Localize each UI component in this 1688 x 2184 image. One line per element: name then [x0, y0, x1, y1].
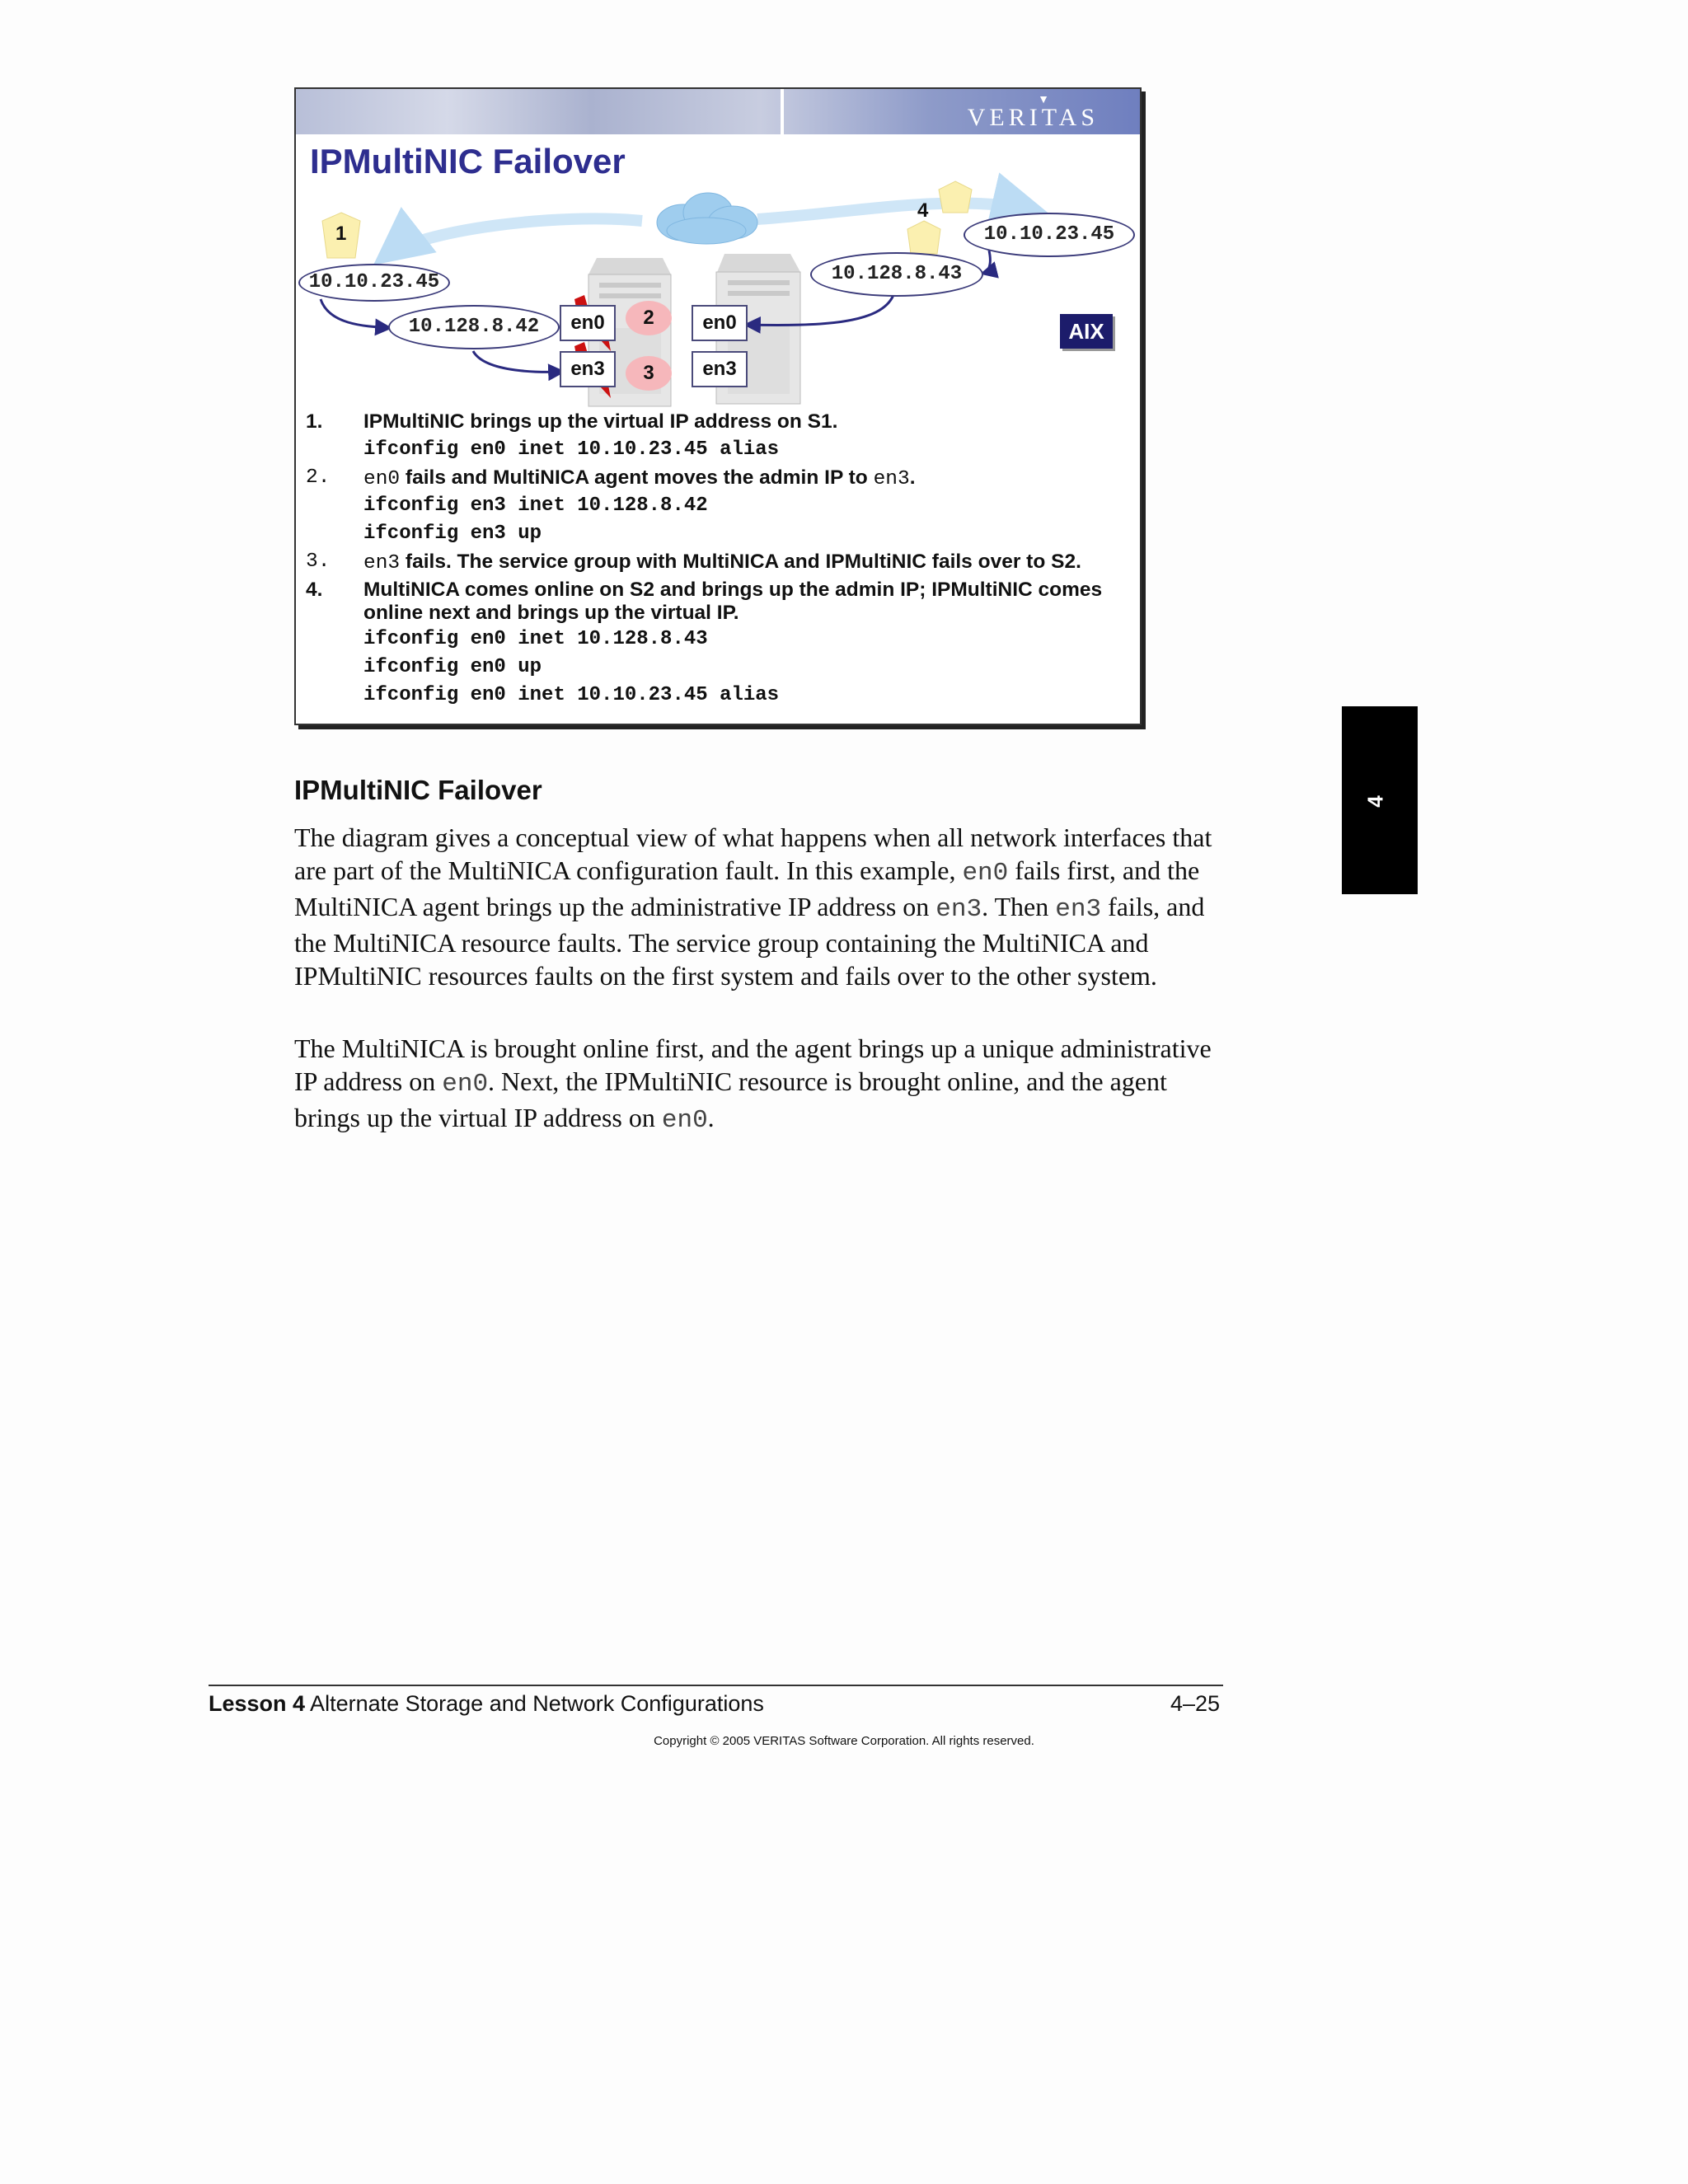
command-line: [306, 626, 1130, 654]
command-line: [306, 437, 1130, 465]
step2-badge: 2: [626, 301, 672, 335]
inline-code: en0: [363, 468, 401, 490]
admin-ip-s1: 10.128.8.42: [388, 305, 560, 349]
footer-rule: [209, 1685, 1223, 1686]
step-text: IPMultiNIC brings up the virtual IP address on S1.: [363, 410, 838, 433]
chapter-tab: [1342, 706, 1418, 894]
footer-lesson-number: Lesson 4: [209, 1691, 306, 1716]
step-number: 4.: [306, 579, 323, 601]
inline-code: en3: [1055, 895, 1102, 924]
step4-label: 4: [917, 199, 929, 222]
command-line: [306, 521, 1130, 549]
step-text-part: .: [909, 466, 916, 489]
failover-arc-left: [382, 218, 642, 258]
paragraph-text: . Next, the IPMultiNIC resource is brought online, and the agent brings up the virtual IP address on: [294, 1066, 1167, 1132]
step-text-part: fails. The service group with MultiNICA and IPMultiNIC fails over to S2.: [400, 551, 1081, 573]
inline-code: en3: [363, 552, 401, 574]
command-text: ifconfig en0 up: [363, 656, 542, 678]
veritas-logo: VERITAS: [967, 104, 1099, 131]
network-cloud-icon: [657, 193, 757, 244]
step3-badge: 3: [626, 356, 672, 391]
paragraph-text: The diagram gives a conceptual view of what happens when all network interfaces that are part of the MultiNICA configuration fault. In this example,: [294, 823, 1212, 885]
command-text: ifconfig en0 inet 10.10.23.45 alias: [363, 684, 780, 706]
command-line: [306, 654, 1130, 682]
paragraph-text: The MultiNICA is brought online first, and the agent brings up a unique administrative IP address on: [294, 1033, 1212, 1096]
inline-code: en0: [962, 859, 1009, 888]
s1-nic-en3: en3: [560, 351, 616, 387]
logo-mark-icon: ▼: [1038, 92, 1049, 105]
arrow-s2-vip-to-admin: [982, 251, 990, 274]
command-text: ifconfig en0 inet 10.10.23.45 alias: [363, 438, 780, 461]
slide: [294, 87, 1142, 725]
inline-code: en0: [442, 1070, 489, 1099]
paragraph-text: . Then: [982, 892, 1056, 921]
section-heading: IPMultiNIC Failover: [294, 775, 542, 805]
command-line: [306, 493, 1130, 521]
aix-badge: AIX: [1060, 314, 1113, 349]
command-text: ifconfig en3 inet 10.128.8.42: [363, 494, 708, 517]
virtual-ip-s1: 10.10.23.45: [298, 264, 450, 302]
command-text: ifconfig en0 inet 10.128.8.43: [363, 628, 708, 650]
step-number: 3.: [306, 551, 331, 573]
step-text: [363, 551, 1130, 574]
chapter-tab-label: 4: [1362, 795, 1388, 808]
arrow-vip-to-admin: [321, 299, 391, 328]
step-number: 2.: [306, 466, 331, 489]
s2-nic-en0: en0: [692, 305, 748, 341]
inline-code: en3: [935, 895, 982, 924]
step1-label: 1: [335, 223, 347, 245]
copyright: Copyright © 2005 VERITAS Software Corporation. All rights reserved.: [654, 1734, 1034, 1748]
paragraph-text: .: [707, 1103, 715, 1132]
step-item: [306, 549, 1130, 577]
step-text-part: fails and MultiNICA agent moves the admin IP to: [400, 466, 874, 489]
step4b-pentagon-icon: [907, 221, 940, 254]
footer-lesson-title: Alternate Storage and Network Configurations: [305, 1691, 764, 1716]
paragraph-text: fails, and the MultiNICA resource faults. The service group containing the MultiNICA and IPMultiNIC resources faults on the first system and fails over to the other system.: [294, 892, 1205, 991]
arrow-admin-to-en3: [473, 351, 564, 372]
admin-ip-s2: 10.128.8.43: [810, 252, 983, 297]
virtual-ip-s2: 10.10.23.45: [964, 213, 1135, 257]
steps-list: [306, 409, 1130, 710]
step-number: 1.: [306, 410, 323, 433]
step4-pentagon-icon: [939, 181, 972, 213]
paragraph-text: fails first, and the MultiNICA agent brings up the administrative IP address on: [294, 855, 1200, 921]
s2-nic-en3: en3: [692, 351, 748, 387]
step-item: [306, 465, 1130, 493]
page-number: 4–25: [1170, 1691, 1221, 1716]
command-text: ifconfig en3 up: [363, 523, 542, 545]
command-line: [306, 682, 1130, 710]
body-paragraph-2: [294, 1032, 1226, 1137]
footer-lesson: [209, 1691, 764, 1717]
inline-code: en0: [661, 1106, 708, 1135]
step-text: [363, 466, 1130, 490]
step-text: MultiNICA comes online on S2 and brings up the admin IP; IPMultiNIC comes online next and brings up the virtual IP.: [363, 579, 1103, 624]
step-item: [306, 577, 1130, 626]
body-paragraph-1: [294, 821, 1226, 992]
step-item: [306, 409, 1130, 437]
inline-code: en3: [873, 468, 910, 490]
s1-nic-en0: en0: [560, 305, 616, 341]
slide-title: IPMultiNIC Failover: [310, 142, 626, 180]
